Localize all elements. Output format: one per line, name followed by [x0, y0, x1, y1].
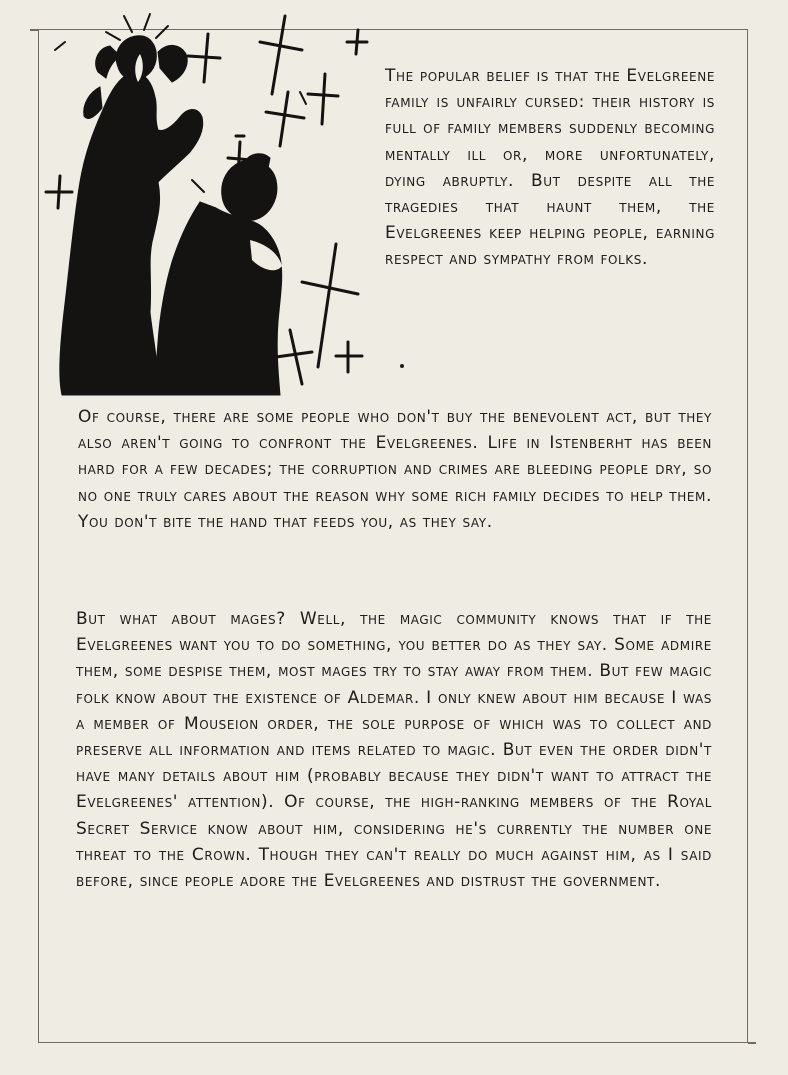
- intro-paragraph: The popular belief is that the Evelgreene family is unfairly cursed: their history is full of family members suddenly becoming mentally ill or, more unfortunately, dying abruptly. But despite all the tragedies that haunt them, the Evelgreenes keep helping people, earning respect and sympathy from folks.: [385, 66, 715, 270]
- two-silhouettes-with-crosses-illustration: [40, 12, 370, 397]
- border-tick: [748, 1042, 756, 1044]
- border-tick: [30, 29, 38, 31]
- decorative-dot: [400, 364, 404, 368]
- body-paragraph: Of course, there are some people who don't buy the benevolent act, but they also aren't going to confront the Evelgreenes. Life in Istenberht has been hard for a few decades; the corruption and crimes are bleeding people dry, so no one truly cares about the reason why some rich family decides to help them. You don't bite the hand that feeds you, as they say.: [78, 407, 712, 532]
- body-paragraph: But what about mages? Well, the magic community knows that if the Evelgreenes want you to do something, you better do as they say. Some admire them, some despise them, most mages try to stay away from them. But few magic folk know about the existence of Aldemar. I only knew about him because I was a member of Mouseion order, the sole purpose of which was to collect and preserve all information and items related to magic. But even the order didn't have many details about him (probably because they didn't want to attract the Evelgreenes' attention). Of course, the high-ranking members of the Royal Secret Service know about him, considering he's currently the number one threat to the Crown. Though they can't really do much against him, as I said before, since people adore the Evelgreenes and distrust the government.: [76, 609, 712, 892]
